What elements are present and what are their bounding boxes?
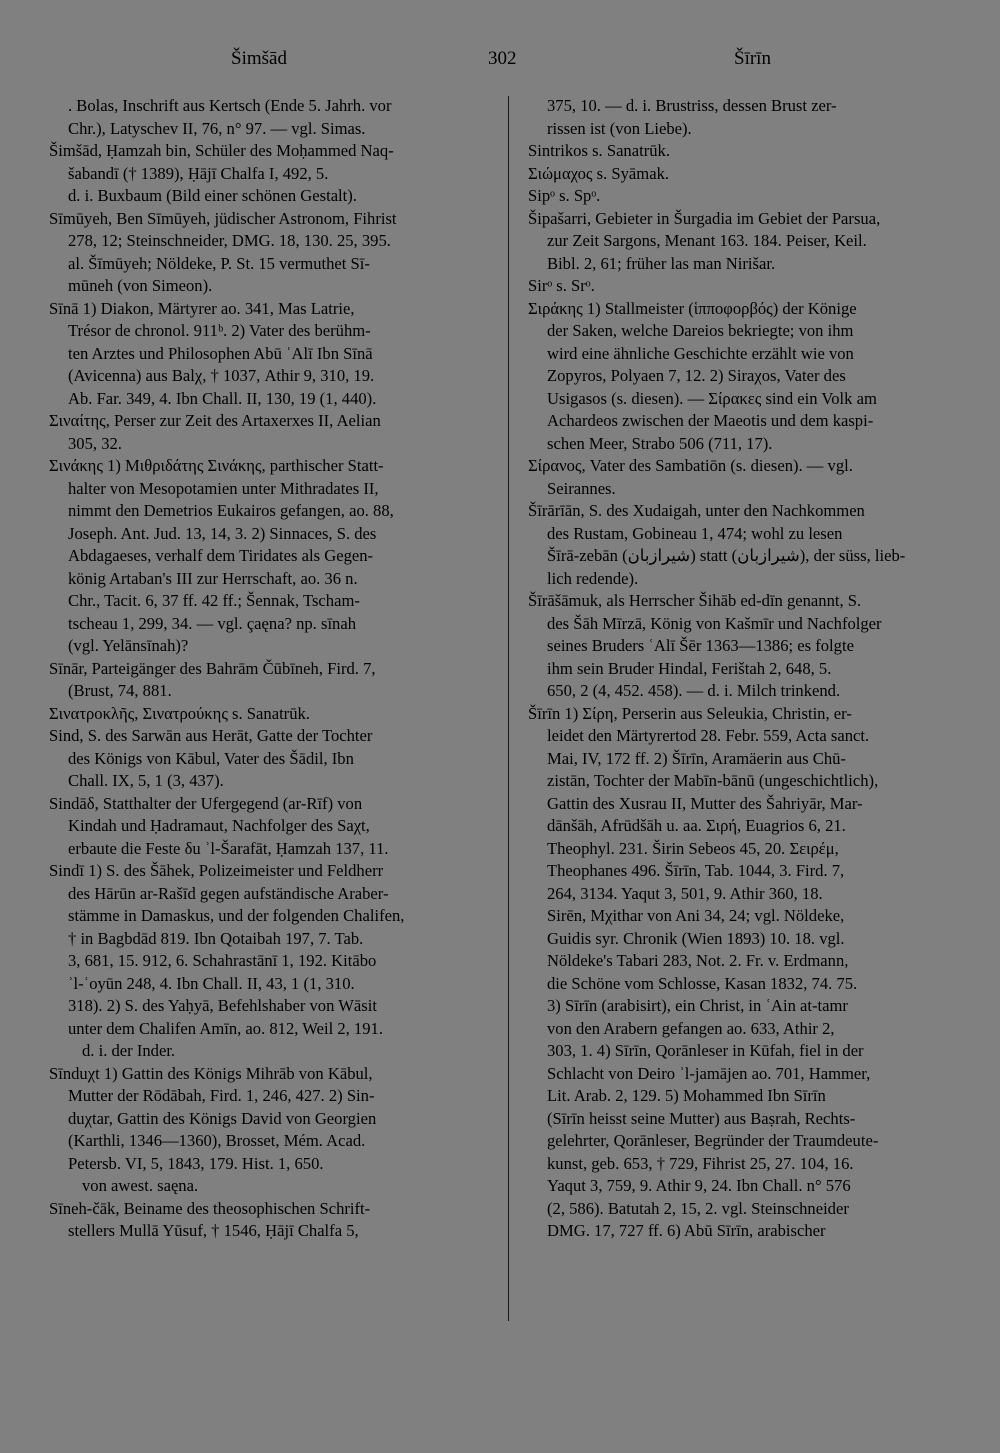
text-line: Sindāδ, Statthalter der Ufergegend (ar-Rīf) von [49,793,363,813]
text-line: (Sīrīn heisst seine Mutter) aus Baṣrah, Rechts- [547,1108,856,1128]
text-line: Trésor de chronol. 911ᵇ. 2) Vater des berühm- [68,321,371,340]
text-line: Σίρανος, Vater des Sambatiōn (s. diesen). — vgl. [528,456,853,475]
text-line: Theophanes 496. Šīrīn, Tab. 1044, 3. Fird. 7, [547,861,845,880]
text-line: d. i. der Inder. [82,1041,176,1060]
text-line: des Rustam, Gobineau 1, 474; wohl zu lesen [547,523,843,543]
text-line: duχtar, Gattin des Königs David von Georgien [68,1108,377,1128]
text-line: Guidis syr. Chronik (Wien 1893) 10. 18. vgl. [547,928,845,948]
text-line: stellers Mullā Yūsuf, † 1546, Ḥājī Chalfa 5, [68,1221,359,1240]
text-line: des Königs von Kābul, Vater des Šādil, Ibn [68,748,354,768]
text-line: kunst, geb. 653, † 729, Fihrist 25, 27. 104, 16. [547,1153,854,1173]
text-line: Gattin des Xusrau II, Mutter des Šahriyār, Mar- [547,793,863,813]
text-line: Sirᵒ s. Srᵒ. [528,276,595,295]
text-line: von den Arabern gefangen ao. 633, Athir 2, [547,1018,835,1038]
text-line: Chr.), Latyschev II, 76, n° 97. — vgl. Simas. [68,118,366,138]
text-line: Chall. IX, 5, 1 (3, 437). [68,771,224,790]
text-line: des Šāh Mīrzā, König von Kašmīr und Nachfolger [547,613,882,633]
text-line: Šipašarri, Gebieter in Šurgadia im Gebiet der Parsua, [528,208,881,228]
text-line: leidet den Märtyrertod 28. Febr. 559, Acta sanct. [547,726,870,745]
text-line: Σιναίτης, Perser zur Zeit des Artaxerxes II, Aelian [49,411,381,430]
text-line: d. i. Buxbaum (Bild einer schönen Gestalt). [68,186,357,205]
text-line: † in Bagbdād 819. Ibn Qotaibah 197, 7. Tab. [68,928,364,948]
text-line: Ab. Far. 349, 4. Ibn Chall. II, 130, 19 (1, 440). [68,388,377,408]
text-line: DMG. 17, 727 ff. 6) Abū Sīrīn, arabischer [547,1221,826,1240]
text-line: Achardeos zwischen der Maeotis und dem kaspi- [547,411,874,430]
left-column [49,95,481,1243]
text-line: könig Artaban's III zur Herrschaft, ao. 36 n. [68,568,358,588]
text-line: Sīneh-čāk, Beiname des theosophischen Schrift- [49,1198,371,1218]
text-line: (Avicenna) aus Balχ, † 1037, Athir 9, 310, 19. [68,366,375,385]
text-line: ihm sein Bruder Hindal, Ferištah 2, 648, 5. [547,658,832,678]
text-line: Zopyros, Polyaen 7, 12. 2) Siraχos, Vater des [547,366,846,385]
header-left-headword: Šimšād [231,48,287,69]
text-line: (vgl. Yelānsīnah)? [68,636,189,655]
text-line: Σιώμαχος s. Syāmak. [528,163,670,183]
right-column [528,95,960,1243]
text-line: Sīnā 1) Diakon, Märtyrer ao. 341, Mas Latrie, [49,298,355,318]
text-line: Abdagaeses, verhalf dem Tiridates als Gegen- [68,546,374,565]
text-line: 305, 32. [68,433,122,453]
text-line: wird eine ähnliche Geschichte erzählt wie von [547,343,854,363]
text-line: 375, 10. — d. i. Brustriss, dessen Brust zer- [547,96,837,115]
text-line: Σιράκης 1) Stallmeister (ἱπποφορβός) der Könige [528,298,857,318]
text-line: dānšāh, Afrūdšāh u. aa. Σιρή, Euagrios 6, 21. [547,816,846,835]
text-line: Šīrāšāmuk, als Herrscher Šihāb ed-dīn genannt, S. [528,591,862,610]
text-line: Mutter der Rōdābah, Fird. 1, 246, 427. 2) Sin- [68,1086,375,1105]
text-line: nimmt den Demetrios Eukairos gefangen, ao. 88, [68,501,394,520]
text-line: ten Arztes und Philosophen Abū ʿAlī Ibn Sīnā [68,343,373,363]
text-line: (Brust, 74, 881. [68,681,172,700]
text-line: zur Zeit Sargons, Menant 163. 184. Peiser, Keil. [547,231,867,250]
text-line: 650, 2 (4, 452. 458). — d. i. Milch trinkend. [547,681,841,700]
text-line: seines Bruders ʿAlī Šēr 1363—1386; es folgte [547,636,854,655]
text-line: zistān, Tochter der Mabīn-bānū (ungeschichtlich), [547,771,879,790]
text-line: Mai, IV, 172 ff. 2) Šīrīn, Aramäerin aus Chū- [547,748,846,768]
text-line: halter von Mesopotamien unter Mithradates II, [68,478,379,498]
text-line: Sintrikos s. Sanatrūk. [528,141,670,160]
text-line: der Saken, welche Dareios bekriegte; von ihm [547,321,854,340]
text-line: Schlacht von Deiro ʾl-jamājen ao. 701, Hammer, [547,1063,871,1083]
text-line: mūneh (von Simeon). [68,276,213,295]
page-number: 302 [488,48,517,69]
text-line: Petersb. VI, 5, 1843, 179. Hist. 1, 650. [68,1153,324,1173]
text-line: von awest. saęna. [82,1176,199,1195]
text-line: Šīrīn 1) Σίρη, Perserin aus Seleukia, Christin, er- [528,703,852,723]
column-divider [508,96,509,1321]
text-line: 303, 1. 4) Sīrīn, Qorānleser in Kūfah, fiel in der [547,1041,864,1060]
text-line: 3) Sīrīn (arabisirt), ein Christ, in ʿAin at-tamr [547,996,848,1015]
running-header [0,48,1000,78]
text-line: rissen ist (von Liebe). [547,118,692,138]
text-line: die Schöne vom Schlosse, Kasan 1832, 74. 75. [547,973,858,993]
text-line: . Bolas, Inschrift aus Kertsch (Ende 5. Jahrh. vor [68,96,392,115]
text-line: Šīrā-zebān (شیرازبان) statt (شیرازبان), der süss, lieb- [547,546,906,565]
text-line: tscheau 1, 299, 34. — vgl. çaęna? np. sīnah [68,613,357,633]
text-line: stämme in Damaskus, und der folgenden Chalifen, [68,906,405,925]
text-line: Σινατροκλῆς, Σινατρούκης s. Sanatrūk. [49,703,310,723]
text-line: Yaqut 3, 759, 9. Athir 9, 24. Ibn Chall. n° 576 [547,1176,851,1195]
text-line: (Karthli, 1346—1360), Brosset, Mém. Acad. [68,1131,366,1150]
text-line: 3, 681, 15. 912, 6. Schahrastānī 1, 192. Kitābo [68,951,377,970]
text-line: Theophyl. 231. Širin Sebeos 45, 20. Σειρέμ, [547,838,839,858]
text-line: 264, 3134. Yaqut 3, 501, 9. Athir 360, 18. [547,883,823,903]
text-line: gelehrter, Qorānleser, Begründer der Traumdeute- [547,1131,879,1150]
text-line: Sirēn, Mχithar von Ani 34, 24; vgl. Nöldeke, [547,906,845,925]
text-line: Nöldeke's Tabari 283, Not. 2. Fr. v. Erdmann, [547,951,849,970]
text-line: ʾl-ʿoyūn 248, 4. Ibn Chall. II, 43, 1 (1, 310. [68,973,355,993]
text-line: Sipᵒ s. Spᵒ. [528,186,601,205]
text-line: Σινάκης 1) Μιθριδάτης Σινάκης, parthischer Statt- [49,456,384,475]
text-line: Usigasos (s. diesen). — Σίρακες sind ein Volk am [547,388,877,408]
text-line: erbaute die Feste δu ʾl-Šarafāt, Ḥamzah 137, 11. [68,838,389,858]
text-line: šabandī († 1389), Ḥājī Chalfa I, 492, 5. [68,163,329,183]
text-line: Lit. Arab. 2, 129. 5) Mohammed Ibn Sīrīn [547,1086,826,1105]
text-line: al. Šīmūyeh; Nöldeke, P. St. 15 vermuthet Sī- [68,253,370,273]
text-line: Šimšād, Ḥamzah bin, Schüler des Moḥammed Naq- [49,141,394,160]
text-line: Kindah und Ḥadramaut, Nachfolger des Saχt, [68,816,370,835]
text-line: 278, 12; Steinschneider, DMG. 18, 130. 25, 395. [68,231,391,250]
text-line: schen Meer, Strabo 506 (711, 17). [547,433,773,453]
text-line: Šīrārīān, S. des Xudaigah, unter den Nachkommen [528,501,865,520]
text-line: 318). 2) S. des Yaḥyā, Befehlshaber von Wāsit [68,996,377,1015]
text-line: Sīmūyeh, Ben Sīmūyeh, jüdischer Astronom, Fihrist [49,208,397,228]
text-line: Sindī 1) S. des Šāhek, Polizeimeister und Feldherr [49,861,384,880]
text-line: unter dem Chalifen Amīn, ao. 812, Weil 2, 191. [68,1018,383,1038]
header-right-headword: Šīrīn [734,48,771,69]
text-line: lich redende). [547,568,639,588]
text-line: (2, 586). Batutah 2, 15, 2. vgl. Steinschneider [547,1198,849,1218]
text-line: Sīnduχt 1) Gattin des Königs Mihrāb von Kābul, [49,1063,373,1083]
text-line: Seirannes. [547,478,616,498]
text-line: Chr., Tacit. 6, 37 ff. 42 ff.; Šennak, Tscham- [68,591,360,610]
text-line: des Hārūn ar-Rašīd gegen aufständische Araber- [68,883,389,903]
text-line: Bibl. 2, 61; früher las man Nirišar. [547,253,776,273]
text-line: Joseph. Ant. Jud. 13, 14, 3. 2) Sinnaces, S. des [68,523,377,543]
text-line: Sīnār, Parteigänger des Bahrām Čūbīneh, Fird. 7, [49,658,376,678]
text-line: Sind, S. des Sarwān aus Herāt, Gatte der Tochter [49,726,373,745]
